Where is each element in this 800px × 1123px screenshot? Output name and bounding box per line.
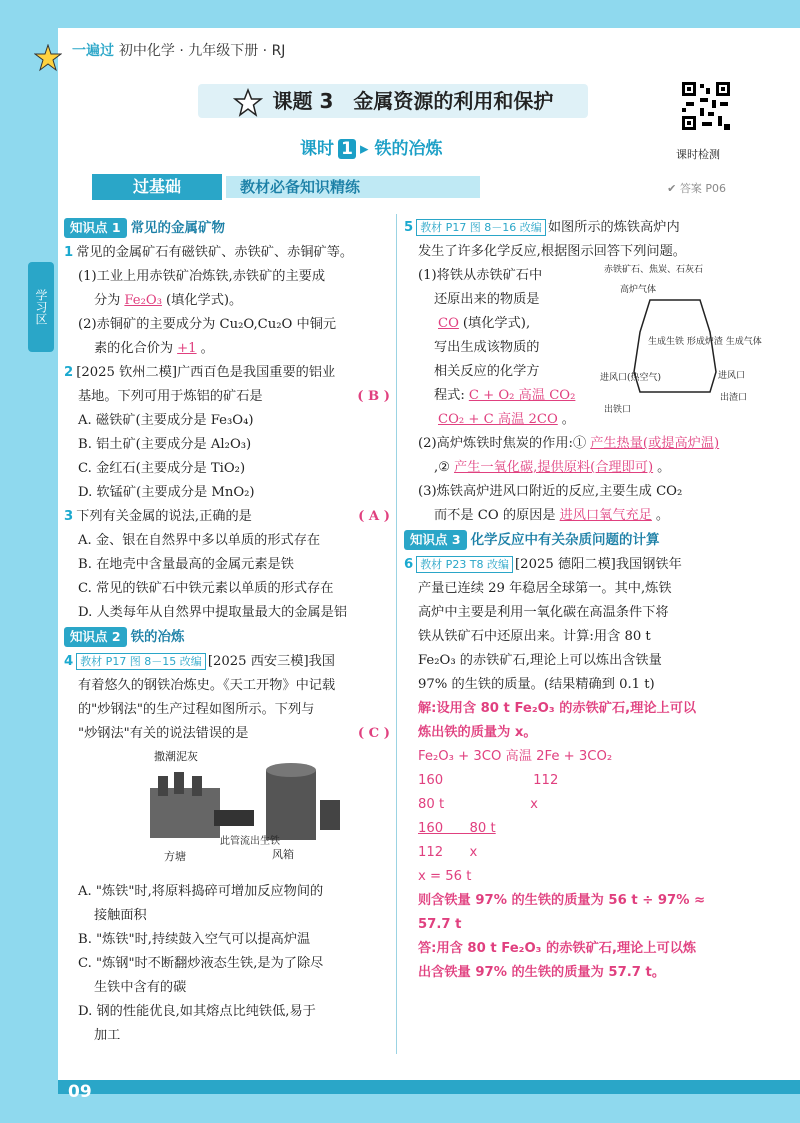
right-column: 5 教材 P17 图 8－16 改编 如图所示的炼铁高炉内 发生了许多化学反应,根据图示回答下列问题。 (1)将铁从赤铁矿石中 还原出来的物质是 CO (填化学式), 写出生成该物质的 相关反应的化学方 程式: C + O₂ 高温 CO₂ CO₂ + C 高温 2CO 。 (2)高炉炼铁时焦炭的作用:① 产生热量(或提高炉温) ,② 产生一氧化碳,提供原料(合理即可) 。 (3)炼铁高炉进风口附近的反应,主要生成 CO₂ 而不是 CO 的原因是 进风口氧气充足 。 知识点 3 化学反应中有关杂质问题的计算 6 教材 P23 T8 改编 [2025 德阳二模]我国钢铁年 产量已连续 29 年稳居全球第一。其中,炼铁 高炉中主要是利用一氧化碳在高温条件下将 铁从铁矿石中还原出来。计算:用含 80 t Fe₂O₃ 的赤铁矿石,理论上可以炼出含铁量 97% 的生铁的质量。(结果精确到 0.1 t) 解:设用含 80 t Fe₂O₃ 的赤铁矿石,理论上可以 炼出铁的质量为 x。 Fe₂O₃ + 3CO 高温 2Fe + 3CO₂ 160 112 80 t x 160 80 t 112 x x = 56 t 则含铁量 97% 的生铁的质量为 56 t ÷ 97% ≈ 57.7 t 答:用含 80 t Fe₂O₃ 的赤铁矿石,理论上可以炼 出含铁量 97% 的生铁的质量为 57.7 t。 <box>404 216 734 985</box>
choice-answer: ( C ) <box>357 726 390 741</box>
question-5: 5 教材 P17 图 8－16 改编 如图所示的炼铁高炉内 <box>404 220 680 235</box>
side-tab: 学习区 <box>28 262 54 352</box>
fig-label-4: 风箱 <box>272 848 294 861</box>
blast-furnace-diagram <box>600 262 770 422</box>
answer-fill: 进风口氧气充足 <box>559 508 652 523</box>
arrow-icon: ▸ <box>360 139 369 159</box>
choice-answer: ( A ) <box>358 509 390 524</box>
column-divider <box>396 214 397 1054</box>
knowledge-point-1-badge: 知识点 1 <box>64 218 127 238</box>
furnace-label-inlet-left: 进风口(热空气) <box>600 373 662 383</box>
answer-fill: +1 <box>177 341 197 356</box>
page-number: 09 <box>68 1082 92 1102</box>
knowledge-point-2-badge: 知识点 2 <box>64 627 127 647</box>
left-column: 知识点 1 常见的金属矿物 1 常见的金属矿石有磁铁矿、赤铁矿、赤铜矿等。 (1)工业上用赤铁矿冶炼铁,赤铁矿的主要成 分为 Fe₂O₃ (填化学式)。 (2)赤铜矿的主要成分为 Cu₂O,Cu₂O 中铜元 素的化合价为 +1 。 2 [2025 钦州二模]广西百色是我国重要的铝业 基地。下列可用于炼铝的矿石是 ( B ) A. 磁铁矿(主要成分是 Fe₃O₄) B. 铝土矿(主要成分是 Al₂O₃) C. 金红石(主要成分是 TiO₂) D. 软锰矿(主要成分是 MnO₂) 3 下列有关金属的说法,正确的是 ( A ) A. 金、银在自然界中多以单质的形式存在 B. 在地壳中含量最高的金属元素是铁 C. 常见的铁矿石中铁元素以单质的形式存在 D. 人类每年从自然界中提取量最大的金属是铝 知识点 2 铁的冶炼 4 教材 P17 图 8－15 改编 [2025 西安三模]我国 有着悠久的钢铁冶炼史。《天工开物》中记载 的"炒钢法"的生产过程如图所示。下列与 "炒钢法"有关的说法错误的是 ( C ) 撒潮泥灰 方塘 此管流出生铁 风箱 A. "炼铁"时,将原料捣碎可增加反应物间的 接触面积 B. "炼铁"时,持续鼓入空气可以提高炉温 C. "炼钢"时不断翻炒液态生铁,是为了除尽 生铁中含有的碳 D. 钢的性能优良,如其熔点比纯铁低,易于 加工 <box>64 220 390 1043</box>
answer-ref[interactable]: ✔ 答案 P06 <box>667 182 726 195</box>
furnace-label-slag-out: 出渣口 <box>720 393 748 403</box>
furnace-label-iron-out: 出铁口 <box>604 405 632 415</box>
footer-bar <box>58 1080 800 1094</box>
section-subtitle: 教材必备知识精练 <box>226 176 480 198</box>
brand-name: 一遍过 <box>72 43 114 59</box>
question-1: 1 常见的金属矿石有磁铁矿、赤铁矿、赤铜矿等。 <box>64 245 354 260</box>
knowledge-point-1-title: 常见的金属矿物 <box>130 220 226 236</box>
fig-label-3: 此管流出生铁 <box>220 836 280 847</box>
answer-fill: 产生热量(或提高炉温) <box>590 436 720 451</box>
furnace-label-top: 赤铁矿石、焦炭、石灰石 <box>604 265 704 275</box>
furnace-label-inlet-right: 进风口 <box>718 371 746 381</box>
star-badge-icon <box>233 88 263 118</box>
solution: 解:设用含 80 t Fe₂O₃ 的赤铁矿石,理论上可以 炼出铁的质量为 x。 Fe₂O₃ + 3CO 高温 2Fe + 3CO₂ 160 112 80 t x 160 80 t 112 x x = 56 t 则含铁量 97% 的生铁的质量为 56 t ÷ 97% ≈ 57.7 t 答:用含 80 t Fe₂O₃ 的赤铁矿石,理论上可以炼 出含铁量 97% 的生铁的质量为 57.7 t。 <box>418 701 706 980</box>
page-title <box>198 84 588 118</box>
question-3: 3 下列有关金属的说法,正确的是 ( A ) <box>64 505 390 529</box>
title-text: 课题 3 金属资源的利用和保护 <box>272 89 554 113</box>
answer-fill: Fe₂O₃ <box>124 293 162 308</box>
furnace-label-mid: 生成生铁 形成炉渣 生成气体 <box>648 337 762 347</box>
equation-answer: CO₂ + C 高温 2CO <box>438 412 558 427</box>
question-4: 4 教材 P17 图 8－15 改编 [2025 西安三模]我国 <box>64 654 335 669</box>
lesson-number: 1 <box>338 139 356 159</box>
qr-code-icon[interactable] <box>680 80 732 132</box>
answer-fill: CO <box>438 316 459 331</box>
question-6: 6 教材 P23 T8 改编 [2025 德阳二模]我国钢铁年 <box>404 557 682 572</box>
mascot-logo-icon <box>34 44 62 72</box>
choice-answer: ( B ) <box>357 389 390 404</box>
steel-making-figure <box>144 748 354 878</box>
lesson-title: 铁的冶炼 <box>374 139 443 159</box>
furnace-label-gas: 高炉气体 <box>620 285 657 295</box>
knowledge-point-2-title: 铁的冶炼 <box>130 629 185 645</box>
knowledge-point-3-title: 化学反应中有关杂质问题的计算 <box>470 532 660 548</box>
check-icon: ✔ <box>667 182 680 195</box>
answer-fill: 产生一氧化碳,提供原料(合理即可) <box>454 460 654 475</box>
fig-label-1: 撒潮泥灰 <box>154 750 198 763</box>
lesson-heading: 课时 1 ▸ 铁的冶炼 <box>300 139 443 159</box>
knowledge-point-3-badge: 知识点 3 <box>404 530 467 550</box>
brand <box>72 40 285 60</box>
equation-answer: C + O₂ 高温 CO₂ <box>468 388 576 403</box>
book-info: 初中化学 · 九年级下册 · RJ <box>118 43 286 59</box>
section-band <box>76 174 726 200</box>
section-label: 过基础 <box>92 174 222 200</box>
question-2: 2 [2025 钦州二模]广西百色是我国重要的铝业 <box>64 365 336 380</box>
qr-label: 课时检测 <box>676 148 720 161</box>
fig-label-2: 方塘 <box>164 850 186 863</box>
